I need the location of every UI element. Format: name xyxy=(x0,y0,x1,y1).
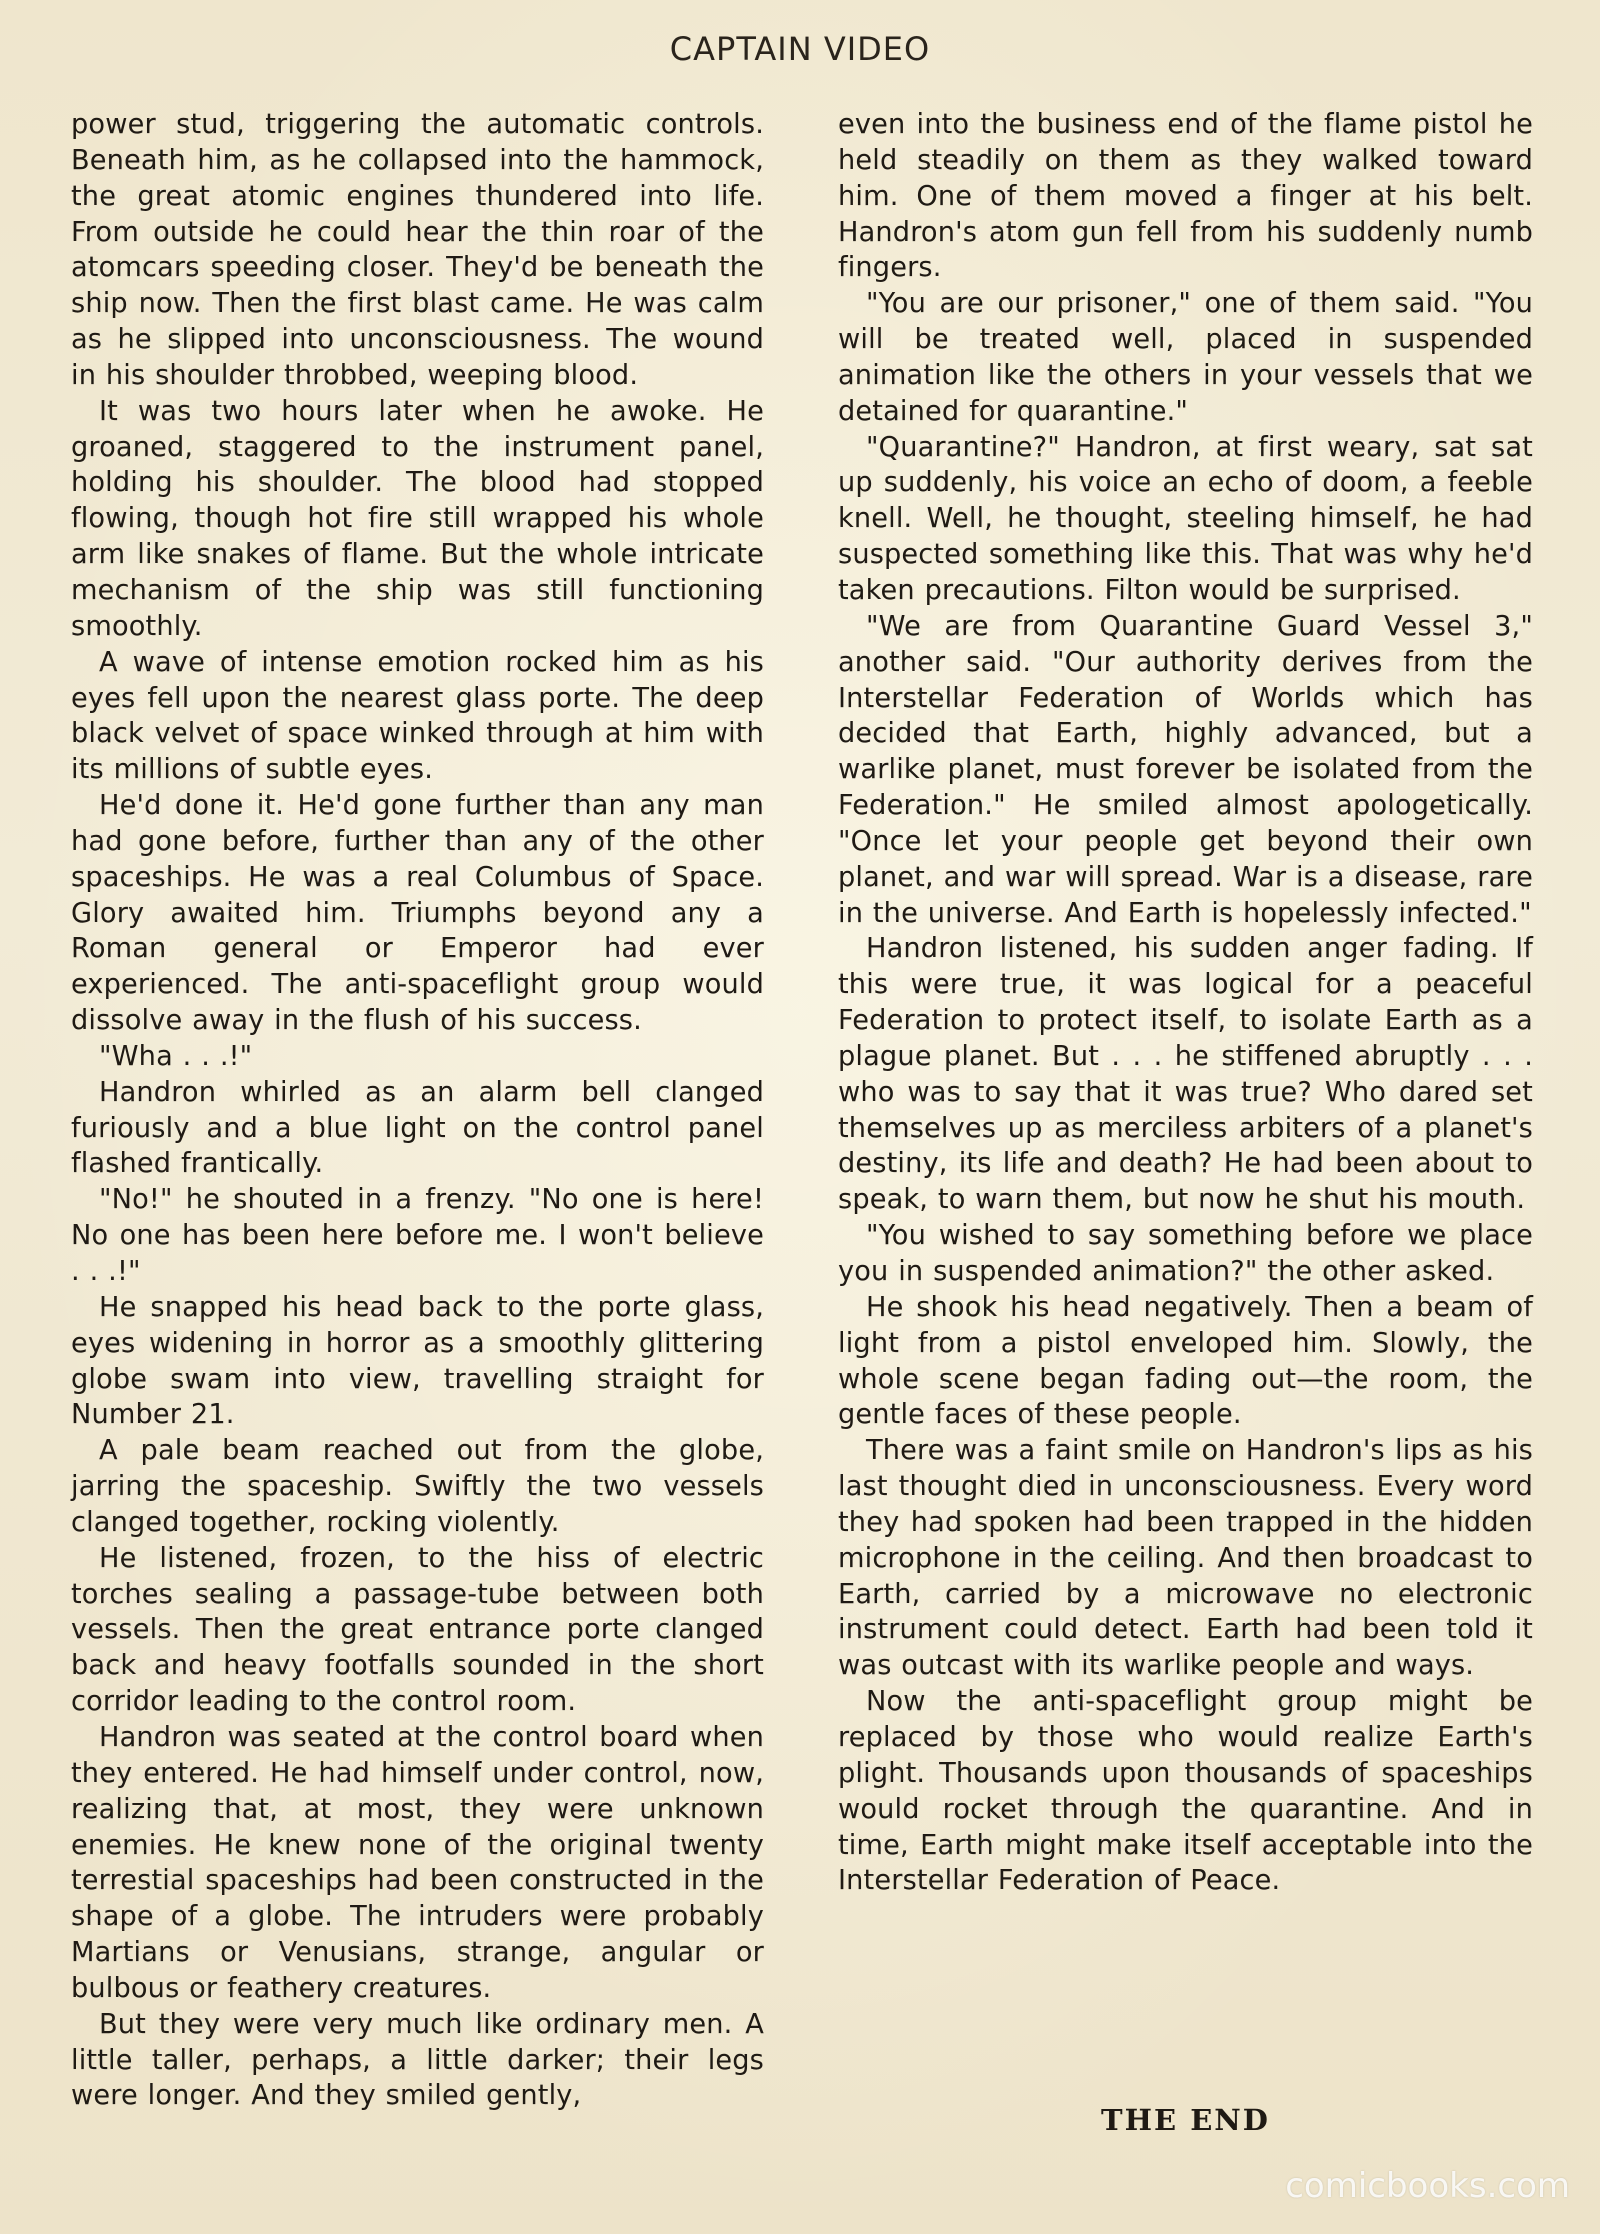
paragraph: Handron was seated at the control board when they entered. He had himself under control, now, realizing that, at most, they were unknown enemies. He knew none of the original twenty terrestial spaceships had been constructed in the shape of a globe. The intruders were probably Martians or Venusians, strange, angular or bulbous or feathery creatures. xyxy=(71,1721,764,2004)
paragraph: It was two hours later when he awoke. He groaned, staggered to the instrument panel, holding his shoulder. The blood had stopped flowing, though hot fire still wrapped his whole arm like snakes of flame. But the whole intricate mechanism of the ship was still functioning smoothly. xyxy=(71,395,764,642)
paragraph: He'd done it. He'd gone further than any man had gone before, further than any of the other spaceships. He was a real Columbus of Space. Glory awaited him. Triumphs beyond any a Roman general or Emperor had ever experienced. The anti-spaceflight group would dissolve away in the flush of his success. xyxy=(71,790,764,1037)
paragraph: He shook his head negatively. Then a beam of light from a pistol enveloped him. Slowly, the whole scene began fading out—the room, the gentle faces of these people. xyxy=(838,1291,1533,1431)
the-end-label: THE END xyxy=(1101,2103,1270,2137)
watermark: comicbooks.com xyxy=(1285,2166,1570,2206)
paragraph: "No!" he shouted in a frenzy. "No one is here! No one has been here before me. I won't believe . . .!" xyxy=(71,1184,764,1287)
paragraph: He listened, frozen, to the hiss of electric torches sealing a passage-tube between both vessels. Then the great entrance porte clanged back and heavy footfalls sounded in the short corridor leading to the control room. xyxy=(71,1542,764,1718)
paragraph: Handron whirled as an alarm bell clanged furiously and a blue light on the control panel flashed frantically. xyxy=(71,1076,764,1180)
paragraph: A wave of intense emotion rocked him as his eyes fell upon the nearest glass porte. The deep black velvet of space winked through at him with its millions of subtle eyes. xyxy=(71,646,764,786)
paragraph: "You are our prisoner," one of them said. "You will be treated well, placed in suspended animation like the others in your vessels that we detained for quarantine." xyxy=(838,288,1533,427)
paragraph: There was a faint smile on Handron's lips as his last thought died in unconsciousness. Every word they had spoken had been trapped in the hidden microphone in the ceiling. And then broadcast to Earth, carried by a microwave no electronic instrument could detect. Earth had been told it was outcast with its warlike people and ways. xyxy=(838,1435,1533,1682)
paragraph: even into the business end of the flame pistol he held steadily on them as they walked toward him. One of them moved a finger at his belt. Handron's atom gun fell from his suddenly numb fingers. xyxy=(838,109,1533,284)
paragraph: "Quarantine?" Handron, at first weary, sat sat up suddenly, his voice an echo of doom, a feeble knell. Well, he thought, steeling himself, he had suspected something like this. That was why he'd taken precautions. Filton would be surprised. xyxy=(838,431,1533,606)
paragraph: A pale beam reached out from the globe, jarring the spaceship. Swiftly the two vessels clanged together, rocking violently. xyxy=(71,1435,764,1538)
paragraph: Handron listened, his sudden anger fading. If this were true, it was logical for a peaceful Federation to protect itself, to isolate Earth as a plague planet. But . . . he stiffened abruptly . . . who was to say that it was true? Who dared set themselves up as merciless arbiters of a planet's destiny, its life and death? He had been about to speak, to warn them, but now he shut his mouth. xyxy=(838,933,1533,1216)
paragraph: "Wha . . .!" xyxy=(99,1040,253,1072)
paragraph: Now the anti-spaceflight group might be replaced by those who would realize Earth's plight. Thousands upon thousands of spaceships would rocket through the quarantine. And in time, Earth might make itself acceptable into the Interstellar Federation of Peace. xyxy=(838,1686,1533,1897)
left-column xyxy=(71,107,764,2114)
paragraph: "You wished to say something before we place you in suspended animation?" the other asked. xyxy=(838,1220,1533,1287)
paragraph: power stud, triggering the automatic controls. Beneath him, as he collapsed into the hammock, the great atomic engines thundered into life. From outside he could hear the thin roar of the atomcars speeding closer. They'd be beneath the ship now. Then the first blast came. He was calm as he slipped into unconsciousness. The wound in his shoulder throbbed, weeping blood. xyxy=(71,109,764,391)
paragraph: He snapped his head back to the porte glass, eyes widening in horror as a smoothly glittering globe swam into view, travelling straight for Number 21. xyxy=(71,1291,764,1431)
page-header: CAPTAIN VIDEO xyxy=(669,30,931,68)
right-column xyxy=(838,107,1533,1899)
paragraph: "We are from Quarantine Guard Vessel 3," another said. "Our authority derives from the Interstellar Federation of Worlds which has decided that Earth, highly advanced, but a warlike planet, must forever be isolated from the Federation." He smiled almost apologetically. "Once let your people get beyond their own planet, and war will spread. War is a disease, rare in the universe. And Earth is hopelessly infected." xyxy=(838,610,1533,929)
paragraph: But they were very much like ordinary men. A little taller, perhaps, a little darker; their legs were longer. And they smiled gently, xyxy=(71,2008,764,2112)
